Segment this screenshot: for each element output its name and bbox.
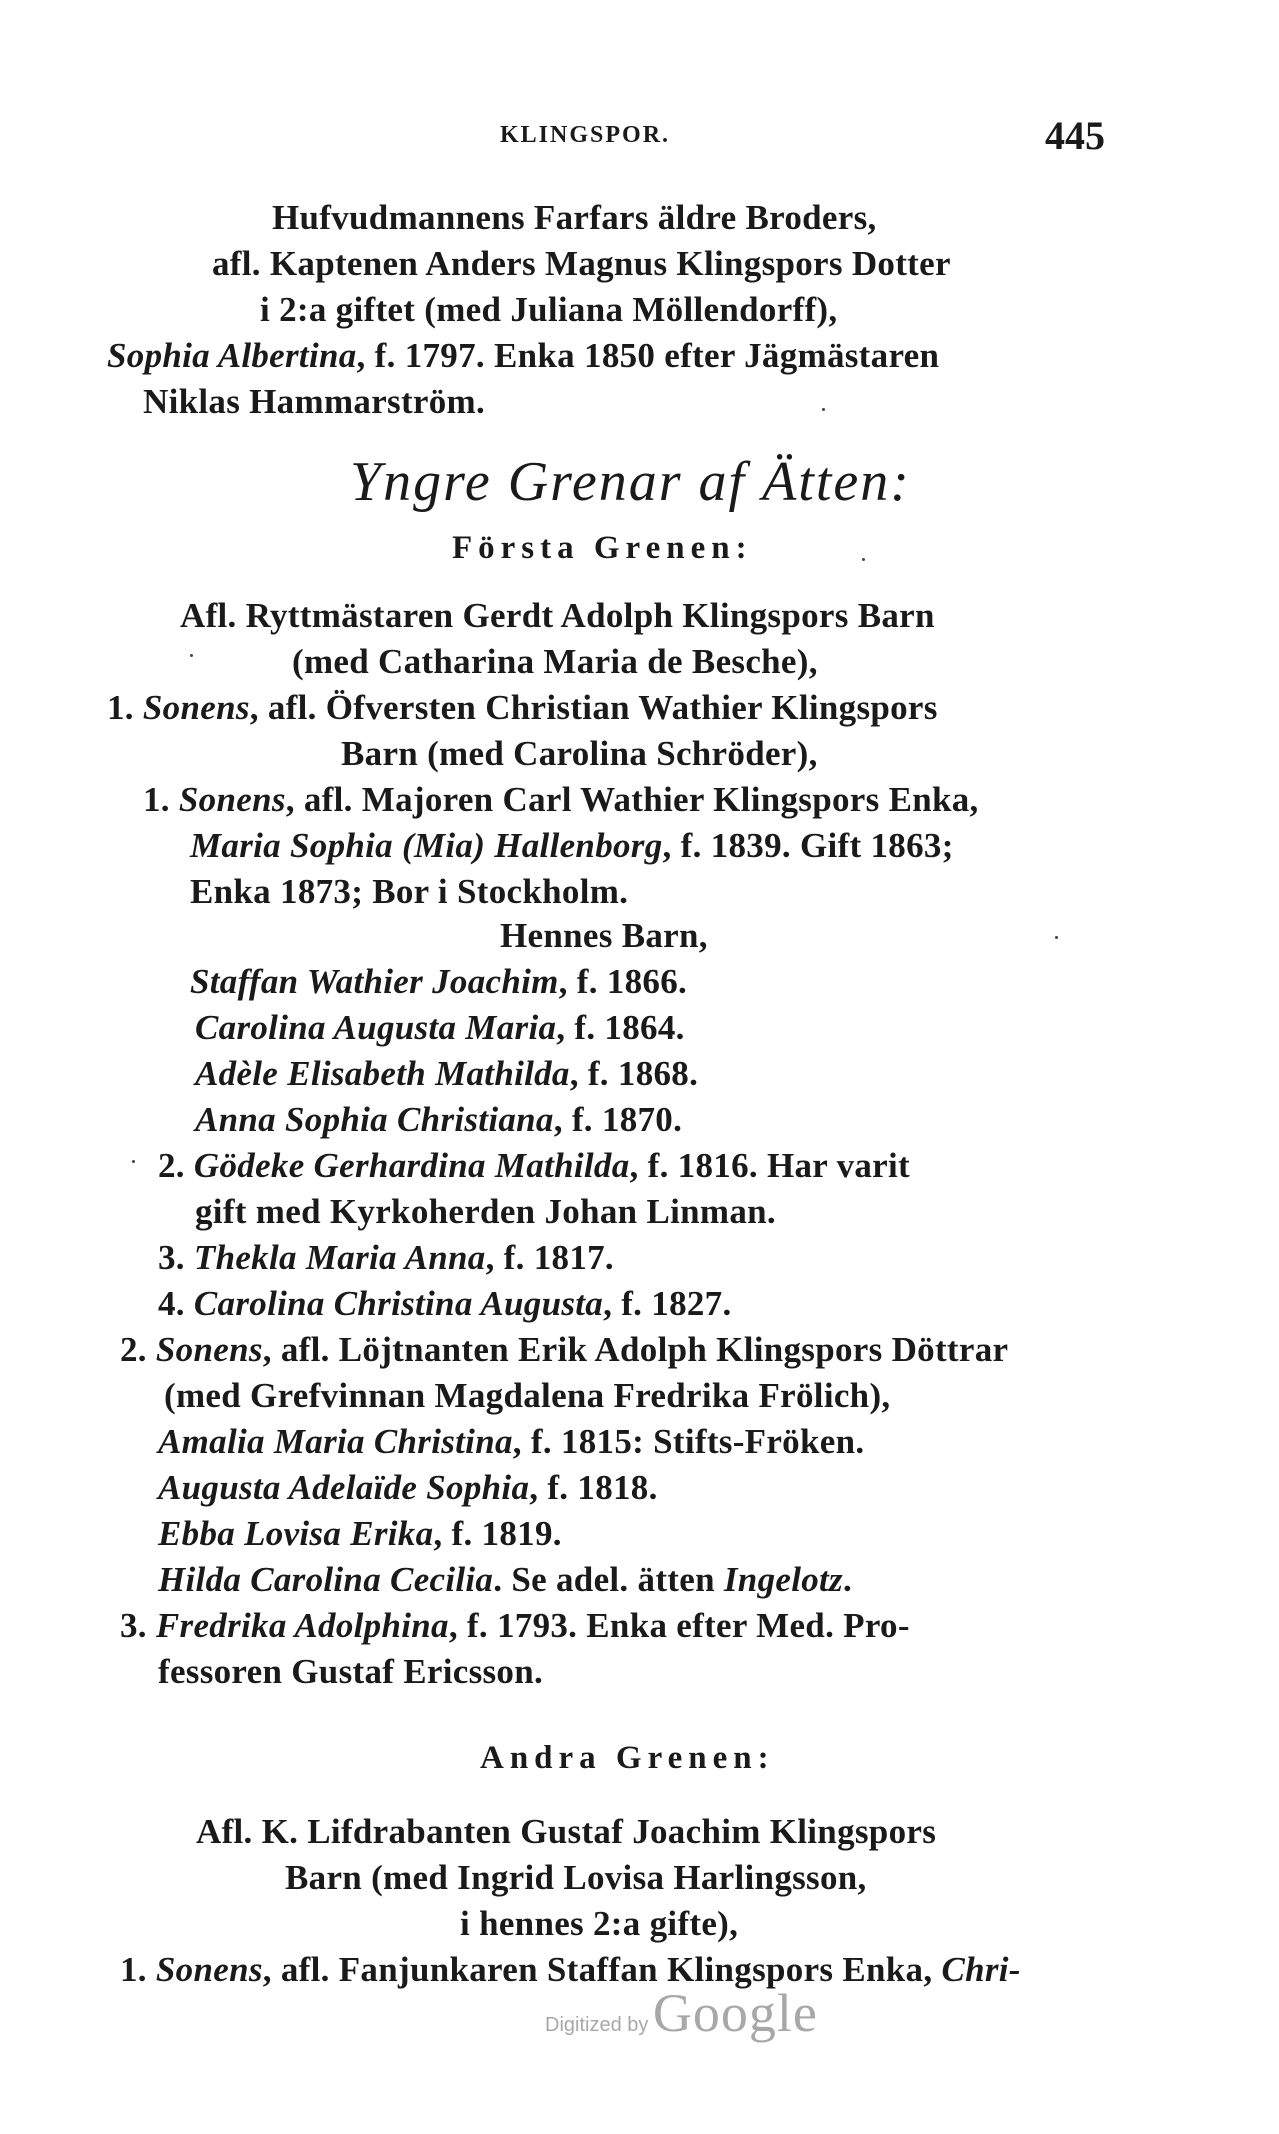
italic-name: Ingelotz xyxy=(723,1560,843,1599)
page-number: 445 xyxy=(1045,113,1105,158)
text-line: Afl. K. Lifdrabanten Gustaf Joachim Klingspors xyxy=(196,1812,937,1851)
section-heading: Yngre Grenar af Ätten: xyxy=(350,451,911,513)
italic-name: Amalia Maria Christina xyxy=(158,1422,513,1461)
text-line: i hennes 2:a gifte), xyxy=(460,1904,739,1943)
italic-name: Fredrika Adolphina xyxy=(155,1606,449,1645)
print-speck xyxy=(1055,936,1058,939)
italic-name: Chri- xyxy=(941,1950,1021,1989)
text-line: i 2:a giftet (med Juliana Möllendorff), xyxy=(260,290,838,329)
text-line: 2. Gödeke Gerhardina Mathilda, f. 1816. Har varit xyxy=(158,1146,910,1185)
italic-name: Anna Sophia Christiana xyxy=(195,1100,554,1139)
branch-heading-first: Första Grenen: xyxy=(452,530,753,566)
italic-name: Augusta Adelaïde Sophia xyxy=(158,1468,530,1507)
italic-name: Carolina Christina Augusta xyxy=(193,1284,604,1323)
italic-name: Sonens xyxy=(155,1330,263,1369)
text-line: Adèle Elisabeth Mathilda, f. 1868. xyxy=(195,1054,699,1093)
text-line: Barn (med Carolina Schröder), xyxy=(341,734,818,773)
text-line: (med Catharina Maria de Besche), xyxy=(292,642,818,681)
text-line: Sophia Albertina, f. 1797. Enka 1850 efter Jägmästaren xyxy=(107,336,940,375)
print-speck xyxy=(132,1160,135,1163)
print-speck xyxy=(822,408,825,411)
italic-name: Sonens xyxy=(155,1950,263,1989)
text-line: (med Grefvinnan Magdalena Fredrika Frölich), xyxy=(164,1376,891,1415)
watermark-logo: Google xyxy=(652,1983,818,2043)
italic-name: Staffan Wathier Joachim xyxy=(190,962,559,1001)
print-speck xyxy=(862,558,865,561)
text-line: Hennes Barn, xyxy=(500,916,708,955)
branch-heading-second: Andra Grenen: xyxy=(480,1740,775,1776)
text-line: Augusta Adelaïde Sophia, f. 1818. xyxy=(158,1468,658,1507)
print-speck xyxy=(190,654,193,657)
italic-name: Hilda Carolina Cecilia xyxy=(158,1560,494,1599)
italic-name: Adèle Elisabeth Mathilda xyxy=(195,1054,570,1093)
text-line: 1. Sonens, afl. Fanjunkaren Staffan Klingspors Enka, Chri- xyxy=(120,1950,1021,1989)
text-line: gift med Kyrkoherden Johan Linman. xyxy=(195,1192,776,1231)
text-line: Ebba Lovisa Erika, f. 1819. xyxy=(158,1514,562,1553)
italic-name: Ebba Lovisa Erika xyxy=(158,1514,434,1553)
text-line: 3. Fredrika Adolphina, f. 1793. Enka efter Med. Pro- xyxy=(120,1606,910,1645)
text-line: Barn (med Ingrid Lovisa Harlingsson, xyxy=(285,1858,867,1897)
watermark-caption: Digitized by xyxy=(545,2014,649,2036)
italic-name: Sophia Albertina xyxy=(107,336,357,375)
text-line: Afl. Ryttmästaren Gerdt Adolph Klingspors Barn xyxy=(180,596,935,635)
text-line: Staffan Wathier Joachim, f. 1866. xyxy=(190,962,688,1001)
text-line: 3. Thekla Maria Anna, f. 1817. xyxy=(158,1238,614,1277)
italic-name: Thekla Maria Anna xyxy=(193,1238,486,1277)
text-line: 1. Sonens, afl. Öfversten Christian Wathier Klingspors xyxy=(107,688,938,727)
text-line: 2. Sonens, afl. Löjtnanten Erik Adolph Klingspors Döttrar xyxy=(120,1330,1009,1369)
italic-name: Sonens xyxy=(178,780,286,819)
text-line: Carolina Augusta Maria, f. 1864. xyxy=(195,1008,685,1047)
text-line: afl. Kaptenen Anders Magnus Klingspors Dotter xyxy=(212,244,951,283)
digitization-watermark xyxy=(545,1982,818,2044)
text-line: 4. Carolina Christina Augusta, f. 1827. xyxy=(158,1284,732,1323)
text-line: 1. Sonens, afl. Majoren Carl Wathier Klingspors Enka, xyxy=(143,780,979,819)
italic-name: Sonens xyxy=(142,688,250,727)
text-line: Hufvudmannens Farfars äldre Broders, xyxy=(272,198,877,237)
text-line: Enka 1873; Bor i Stockholm. xyxy=(190,872,629,911)
text-line: fessoren Gustaf Ericsson. xyxy=(158,1652,544,1691)
text-line: Hilda Carolina Cecilia. Se adel. ätten Ingelotz. xyxy=(158,1560,853,1599)
text-line: Amalia Maria Christina, f. 1815: Stifts-Fröken. xyxy=(158,1422,865,1461)
text-line: Niklas Hammarström. xyxy=(143,382,486,421)
text-line: Maria Sophia (Mia) Hallenborg, f. 1839. Gift 1863; xyxy=(190,826,954,865)
text-line: Anna Sophia Christiana, f. 1870. xyxy=(195,1100,683,1139)
italic-name: Maria Sophia (Mia) Hallenborg xyxy=(190,826,663,865)
running-head-title: KLINGSPOR. xyxy=(500,122,671,148)
italic-name: Gödeke Gerhardina Mathilda xyxy=(193,1146,630,1185)
italic-name: Carolina Augusta Maria xyxy=(195,1008,557,1047)
